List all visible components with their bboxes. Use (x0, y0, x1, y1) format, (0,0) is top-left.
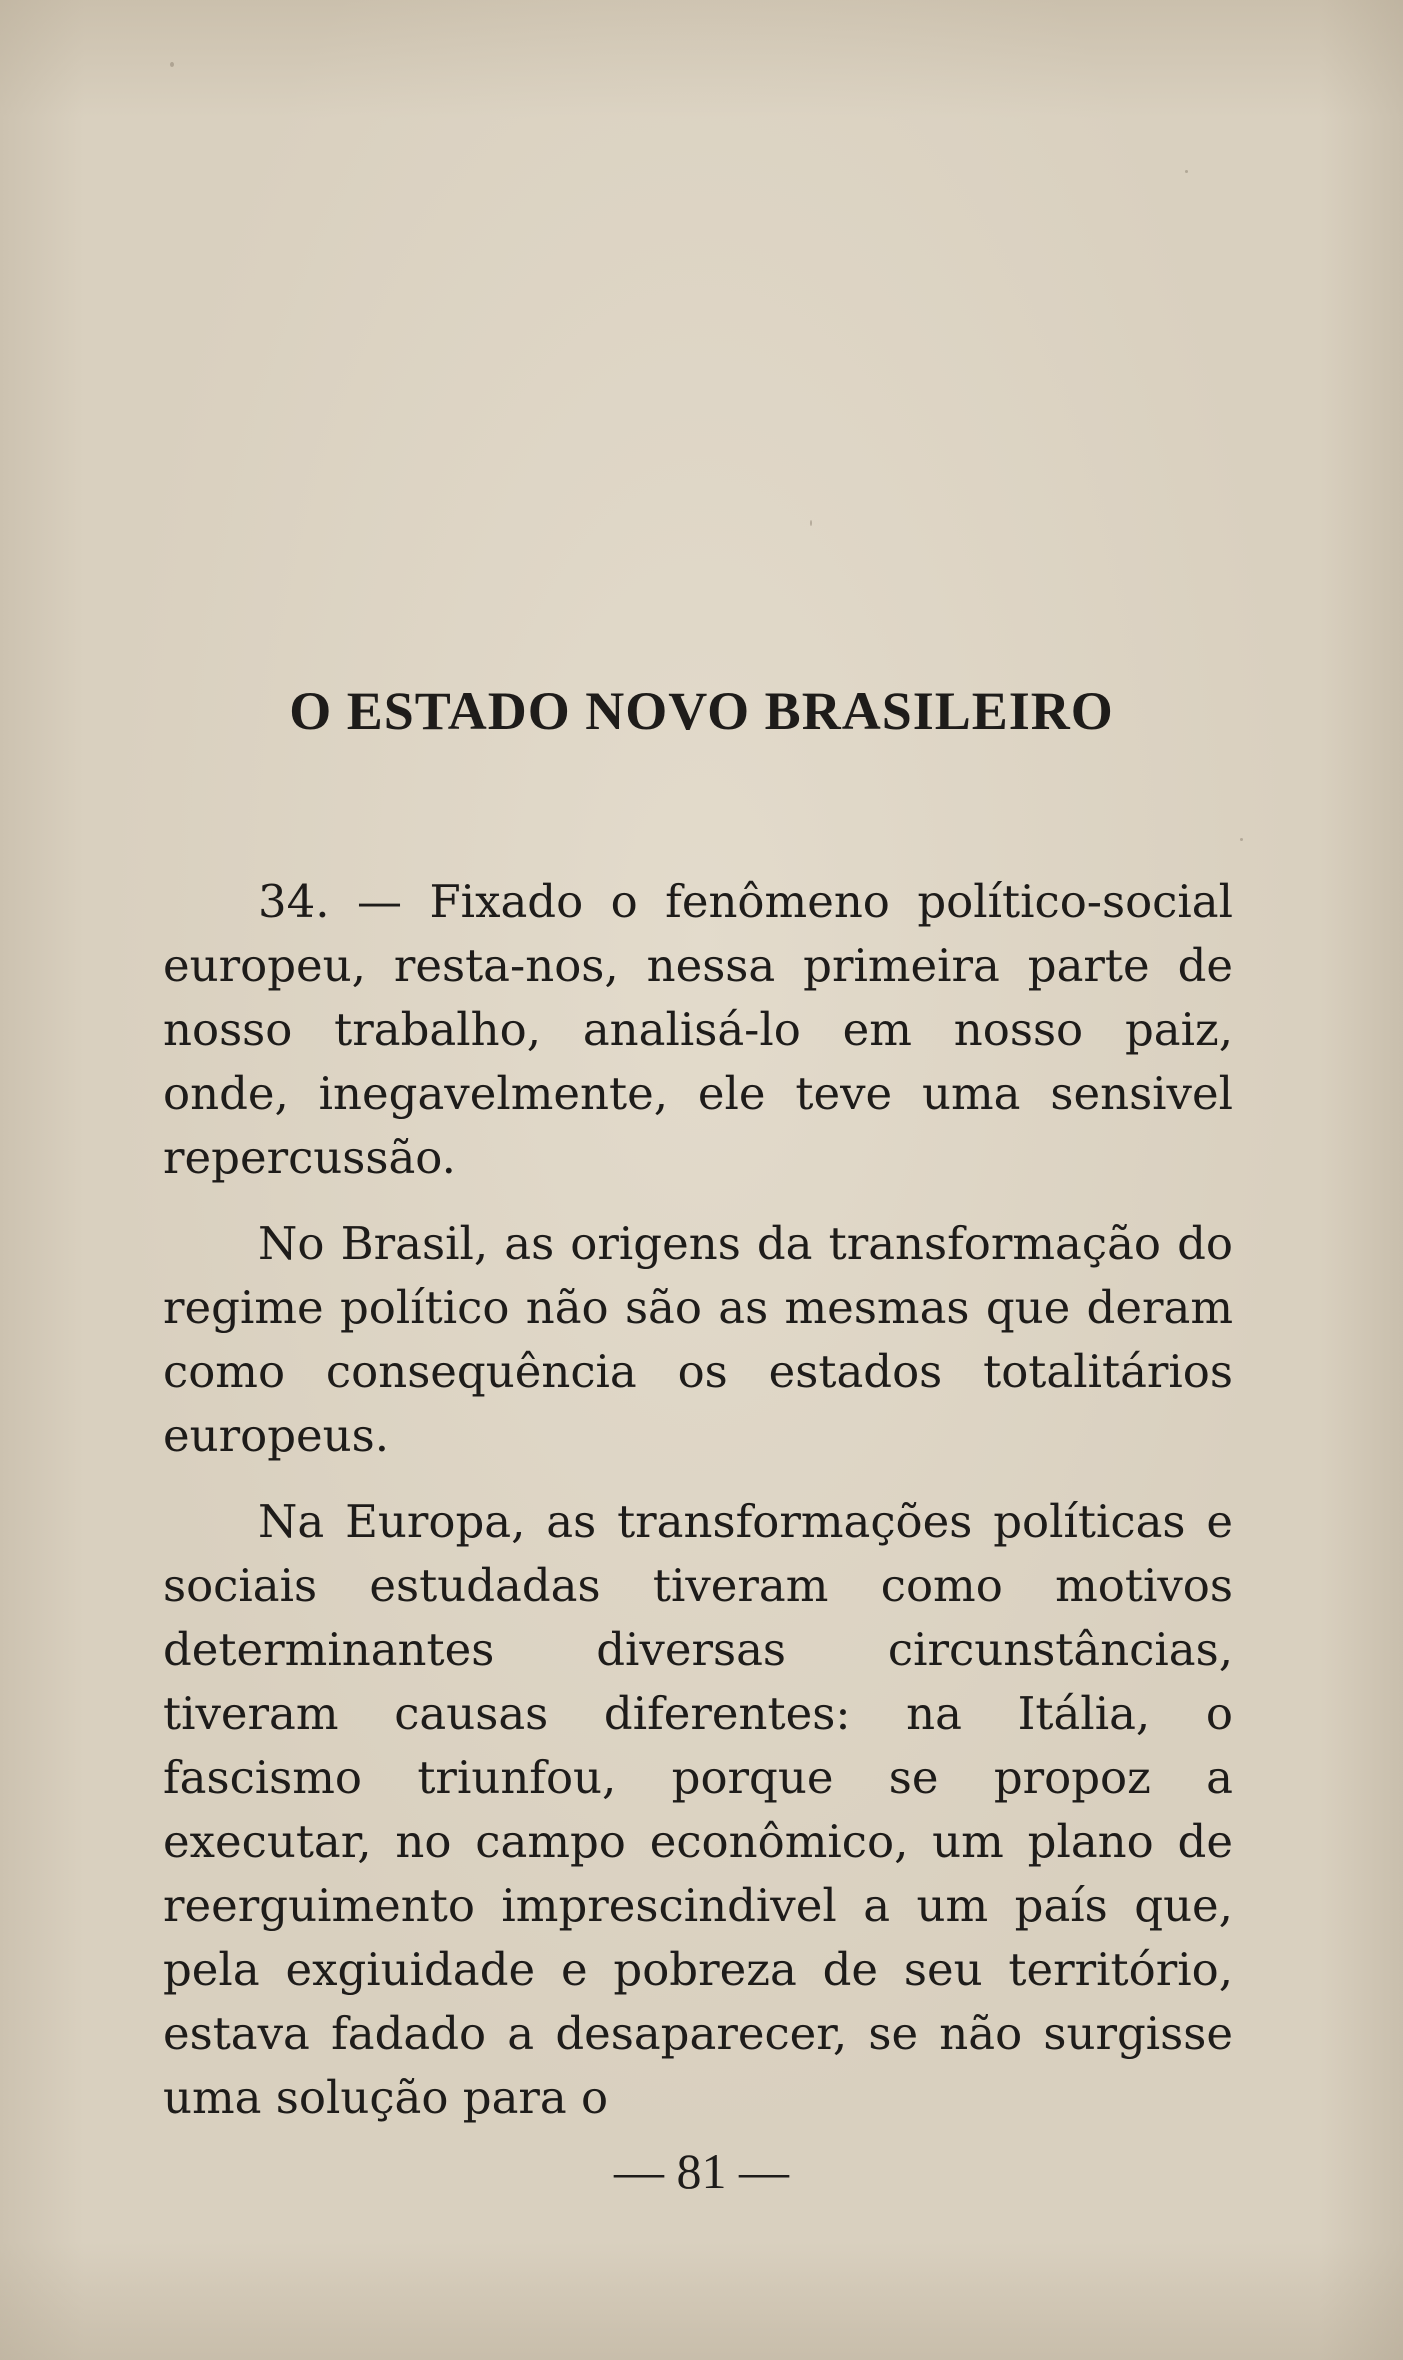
paper-speck (810, 520, 812, 526)
body-text (163, 870, 1233, 2130)
chapter-title: O ESTADO NOVO BRASILEIRO (289, 681, 1114, 741)
paragraph: Na Europa, as transformações políticas e sociais estudadas tiveram como motivos determinantes diversas circunstâncias, tiveram causas diferentes: na Itália, o fascismo triunfou, porque se propoz a executar, no campo econômico, um plano de reerguimento imprescindivel a um país que, pela exgiuidade e pobreza de seu território, estava fadado a desaparecer, se não surgisse uma solução para o (163, 1495, 1233, 2124)
paper-speck (170, 62, 174, 67)
paper-speck (1185, 170, 1188, 173)
page-number: — 81 — (614, 2143, 789, 2199)
paper-speck (1240, 838, 1243, 841)
paragraph: No Brasil, as origens da transformação do regime político não são as mesmas que deram como consequência os estados totalitários europeus. (163, 1217, 1233, 1462)
paragraph: 34. — Fixado o fenômeno político-social europeu, resta-nos, nessa primeira parte de nosso trabalho, analisá-lo em nosso paiz, onde, inegavelmente, ele teve uma sensivel repercussão. (163, 875, 1233, 1184)
